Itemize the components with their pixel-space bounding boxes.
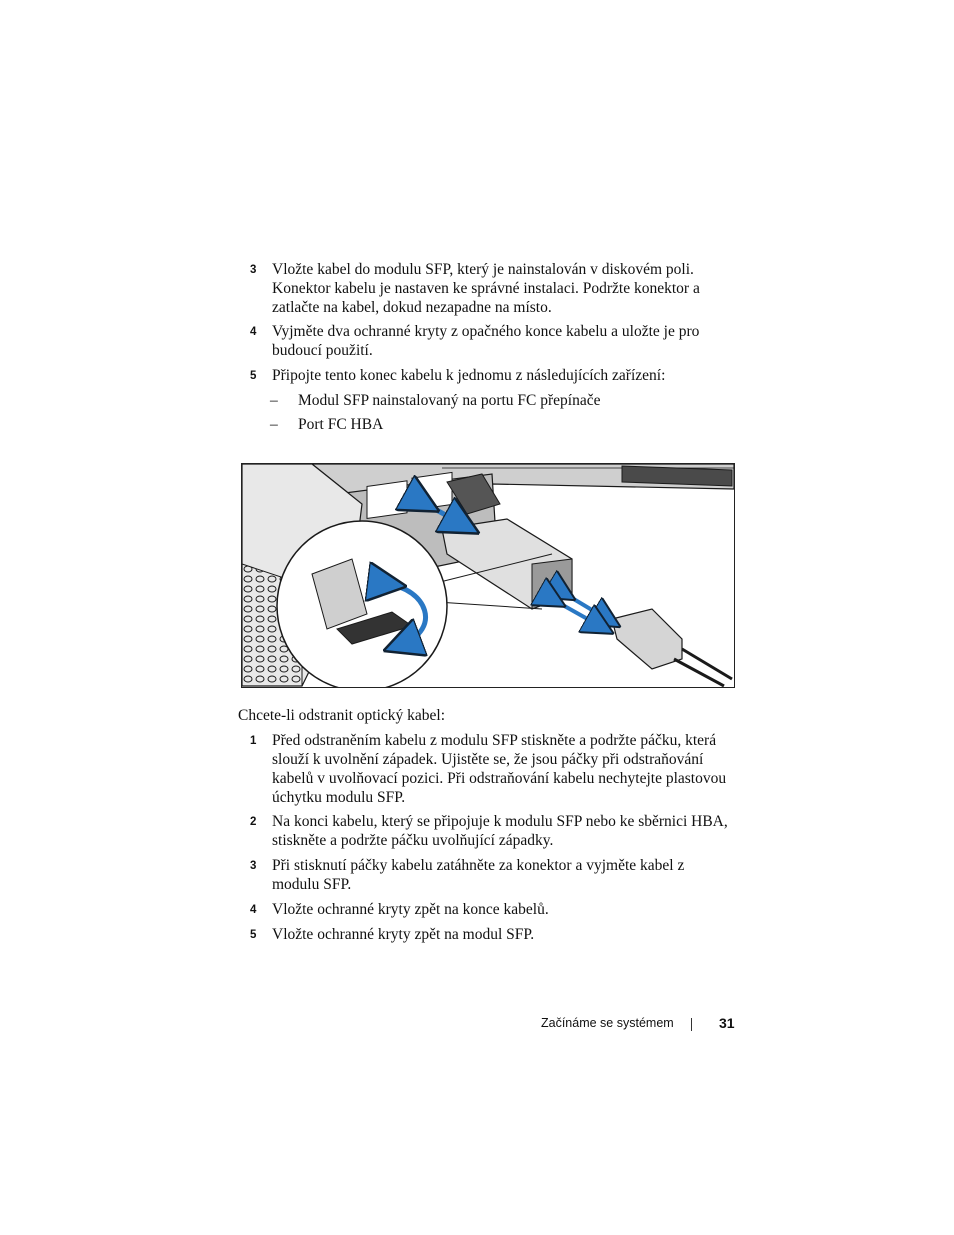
- port: [367, 481, 407, 519]
- step-number: 4: [250, 326, 257, 338]
- step-item: [250, 856, 730, 896]
- connect-arrow: [562, 592, 607, 619]
- sfp-cable-illustration: [241, 463, 735, 688]
- illustration-svg: [242, 464, 734, 687]
- bullet-dash: –: [270, 416, 278, 433]
- bullet-text: Modul SFP nainstalovaný na portu FC přepínače: [298, 392, 601, 409]
- bullet-dash: –: [270, 392, 278, 409]
- step-item: [250, 900, 730, 920]
- step-number: 5: [250, 929, 257, 941]
- step-item: [250, 366, 730, 386]
- footer-section-title: Začínáme se systémem: [541, 1016, 674, 1030]
- optical-cable: [674, 659, 724, 686]
- step-text: Vložte kabel do modulu SFP, který je nainstalován v diskovém poli. Konektor kabelu je nastaven ke správné instalaci. Podržte konektor a zatlačte na kabel, dokud nezapadne na místo.: [272, 261, 700, 316]
- step-item: [250, 925, 730, 945]
- step-item: [250, 812, 730, 852]
- lc-connector: [612, 609, 682, 669]
- step-number: 4: [250, 904, 257, 916]
- bullet-text: Port FC HBA: [298, 416, 384, 433]
- bullet-item: [270, 391, 730, 411]
- step-number: 3: [250, 264, 257, 276]
- step-number: 1: [250, 735, 257, 747]
- port: [412, 472, 452, 510]
- step-text: Před odstraněním kabelu z modulu SFP stiskněte a podržte páčku, která slouží k uvolnění západek. Ujistěte se, že jsou páčky při odstraňování kabelů v uvolňovací pozici. Při odstraňování kabelu nechytejte plastovou úchytku modulu SFP.: [272, 732, 727, 806]
- step-text: Připojte tento konec kabelu k jednomu z následujících zařízení:: [272, 367, 666, 384]
- step-number: 5: [250, 370, 257, 382]
- step-number: 2: [250, 816, 257, 828]
- step-number: 3: [250, 860, 257, 872]
- step-text: Vyjměte dva ochranné kryty z opačného konce kabelu a uložte je pro budoucí použití.: [272, 323, 700, 359]
- step-item: [250, 322, 730, 362]
- footer-separator: [691, 1018, 692, 1031]
- step-item: [250, 731, 730, 809]
- step-text: Vložte ochranné kryty zpět na modul SFP.: [272, 926, 535, 943]
- intro-text: Chcete-li odstranit optický kabel:: [238, 707, 446, 724]
- bullet-item: [270, 415, 730, 435]
- step-text: Při stisknutí páčky kabelu zatáhněte za konektor a vyjměte kabel z modulu SFP.: [272, 857, 685, 893]
- step-item: [250, 260, 730, 320]
- page-number: 31: [719, 1015, 735, 1031]
- step-text: Na konci kabelu, který se připojuje k modulu SFP nebo ke sběrnici HBA, stiskněte a podržte páčku uvolňující západky.: [272, 813, 728, 849]
- step-text: Vložte ochranné kryty zpět na konce kabelů.: [272, 901, 549, 918]
- sfp-latch: [532, 559, 572, 609]
- chassis-slot: [622, 466, 732, 486]
- optical-cable: [682, 649, 732, 679]
